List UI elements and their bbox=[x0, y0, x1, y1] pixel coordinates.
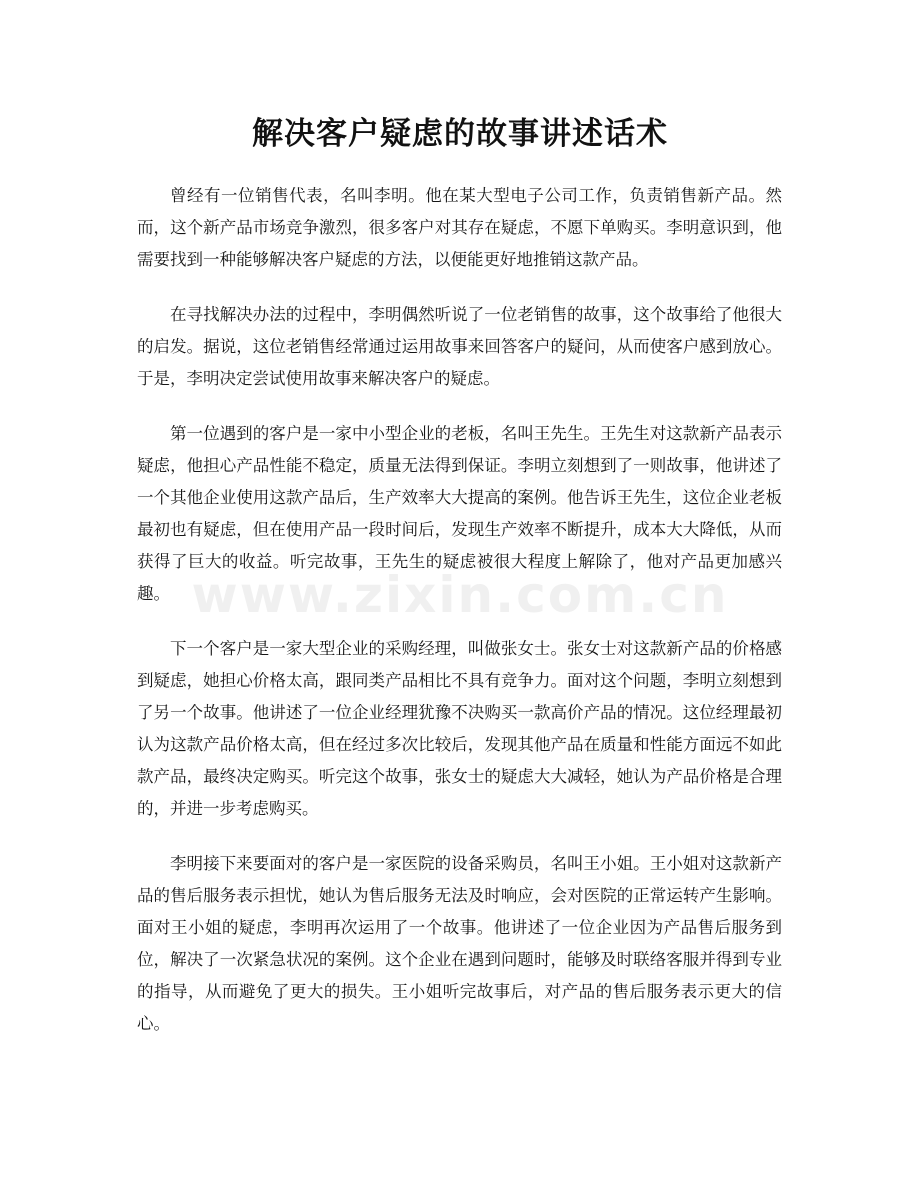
paragraph: 曾经有一位销售代表，名叫李明。他在某大型电子公司工作，负责销售新产品。然而，这个新产品市场竞争激烈，很多客户对其存在疑虑，不愿下单购买。李明意识到，他需要找到一种能够解决客户疑虑的方法，以便能更好地推销这款产品。 bbox=[137, 186, 782, 269]
document-body bbox=[137, 180, 782, 1063]
document-title: 解决客户疑虑的故事讲述话术 bbox=[252, 116, 668, 152]
paragraph: 在寻找解决办法的过程中，李明偶然听说了一位老销售的故事，这个故事给了他很大的启发。据说，这位老销售经常通过运用故事来回答客户的疑问，从而使客户感到放心。于是，李明决定尝试使用故事来解决客户的疑虑。 bbox=[137, 305, 782, 388]
paragraph: 李明接下来要面对的客户是一家医院的设备采购员，名叫王小姐。王小姐对这款新产品的售后服务表示担忧，她认为售后服务无法及时响应，会对医院的正常运转产生影响。面对王小姐的疑虑，李明再次运用了一个故事。他讲述了一位企业因为产品售后服务到位，解决了一次紧急状况的案例。这个企业在遇到问题时，能够及时联络客服并得到专业的指导，从而避免了更大的损失。王小姐听完故事后，对产品的售后服务表示更大的信心。 bbox=[137, 854, 782, 1033]
watermark: www.zixin.com.cn bbox=[191, 566, 729, 624]
paragraph: 下一个客户是一家大型企业的采购经理，叫做张女士。张女士对这款新产品的价格感到疑虑，她担心价格太高，跟同类产品相比不具有竞争力。面对这个问题，李明立刻想到了另一个故事。他讲述了一位企业经理犹豫不决购买一款高价产品的情况。这位经理最初认为这款产品价格太高，但在经过多次比较后，发现其他产品在质量和性能方面远不如此款产品，最终决定购买。听完这个故事，张女士的疑虑大大减轻，她认为产品价格是合理的，并进一步考虑购买。 bbox=[137, 639, 782, 818]
paragraph: 第一位遇到的客户是一家中小型企业的老板，名叫王先生。王先生对这款新产品表示疑虑，他担心产品性能不稳定，质量无法得到保证。李明立刻想到了一则故事，他讲述了一个其他企业使用这款产品后，生产效率大大提高的案例。他告诉王先生，这位企业老板最初也有疑虑，但在使用产品一段时间后，发现生产效率不断提升，成本大大降低，从而获得了巨大的收益。听完故事，王先生的疑虑被很大程度上解除了，他对产品更加感兴趣。 bbox=[137, 424, 782, 603]
